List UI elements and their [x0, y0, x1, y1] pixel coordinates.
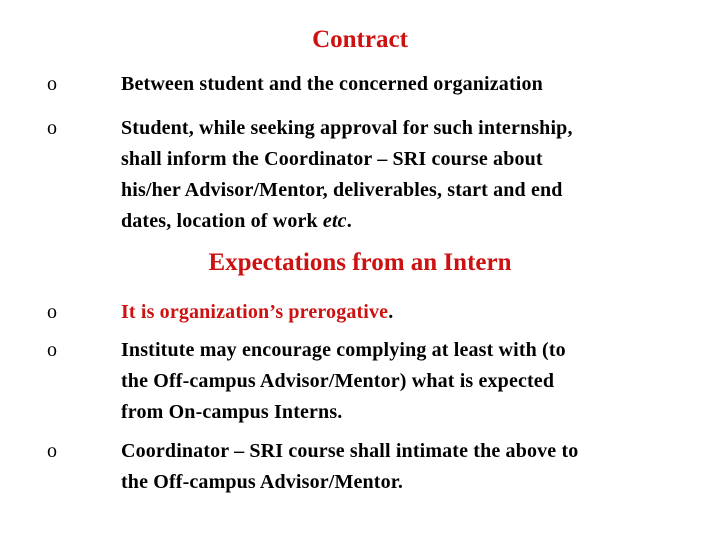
- bullet-icon: o: [47, 73, 57, 95]
- bullet-icon: o: [47, 339, 57, 361]
- bullet-icon: o: [47, 117, 57, 139]
- contract-heading: Contract: [312, 26, 408, 53]
- expectations-heading: Expectations from an Intern: [208, 249, 512, 276]
- list-item: [0, 69, 720, 100]
- bullet-icon: o: [47, 301, 57, 323]
- expectation-point-2: Institute may encourage complying at least with (to the Off-campus Advisor/Mentor) what is expected from On-campus Interns.: [121, 339, 566, 423]
- expectation-point-3: Coordinator – SRI course shall intimate the above to the Off-campus Advisor/Mentor.: [121, 440, 579, 493]
- list-item: [0, 335, 720, 428]
- bullet-icon: o: [47, 440, 57, 462]
- list-item: [0, 436, 720, 498]
- contract-point-2: Student, while seeking approval for such internship, shall inform the Coordinator – SRI course about his/her Advisor/Mentor, deliverables, start and end dates, location of work etc.: [121, 117, 573, 232]
- list-item: [0, 297, 720, 328]
- expectation-point-1: It is organization’s prerogative.: [121, 301, 394, 323]
- contract-point-1: Between student and the concerned organization: [121, 73, 543, 95]
- list-item: [0, 113, 720, 237]
